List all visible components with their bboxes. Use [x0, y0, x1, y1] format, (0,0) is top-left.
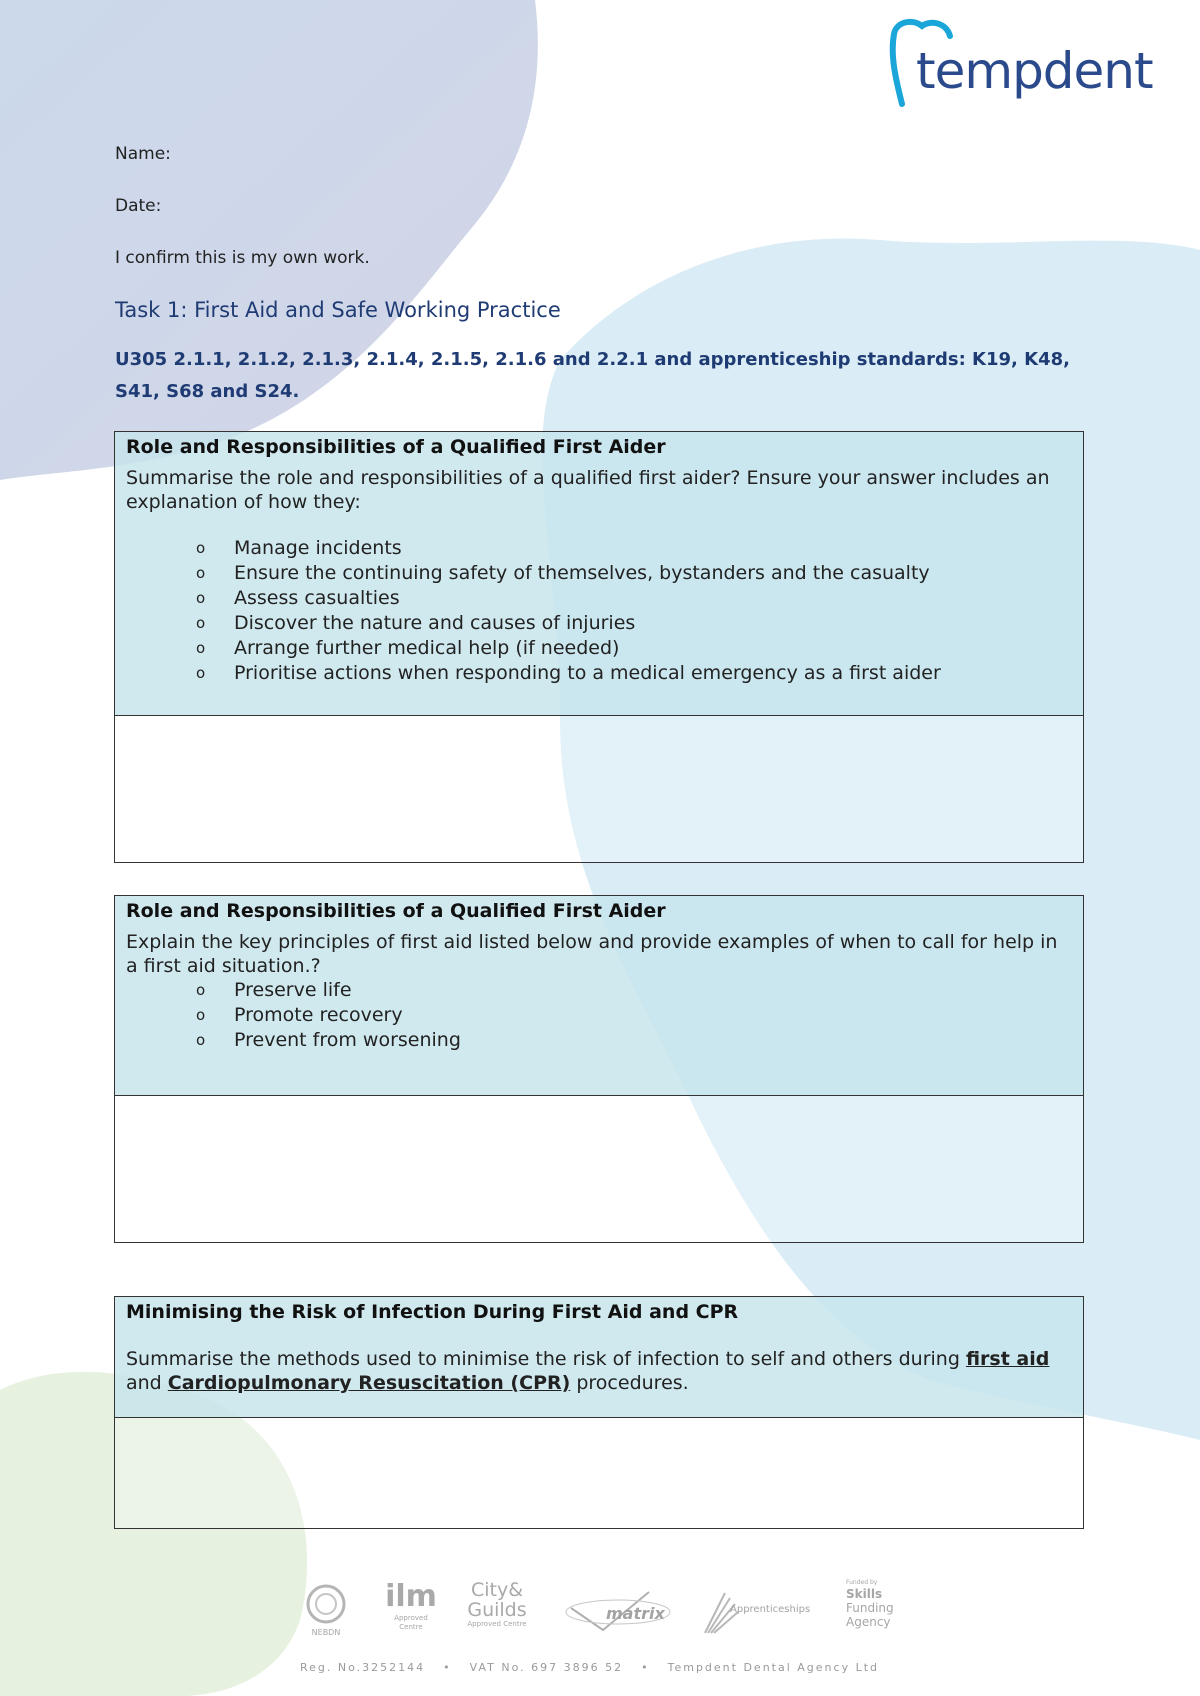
list-item: o Preserve life — [196, 979, 352, 1001]
answer-field-2[interactable] — [115, 1096, 1083, 1242]
first-aid-term: first aid — [965, 1348, 1050, 1370]
bullet-icon: o — [196, 589, 206, 607]
nebdn-logo: NEBDN — [300, 1584, 352, 1637]
bullet-list — [126, 536, 1073, 686]
city-guilds-logo: City& Guilds Approved Centre — [467, 1579, 527, 1628]
answer-field-3[interactable] — [115, 1418, 1083, 1528]
bullet-icon: o — [196, 539, 206, 557]
bullet-icon: o — [196, 639, 206, 657]
name-label: Name: — [115, 144, 171, 164]
bullet-icon: o — [196, 981, 206, 999]
question-header — [115, 1297, 1083, 1418]
separator: • — [443, 1661, 452, 1674]
question-card-1 — [114, 431, 1084, 863]
list-item: o Discover the nature and causes of injuries — [196, 612, 636, 634]
list-item: o Arrange further medical help (if needed) — [196, 637, 620, 659]
nebdn-crest-icon — [303, 1584, 349, 1624]
date-label: Date: — [115, 196, 162, 216]
confirm-statement: I confirm this is my own work. — [115, 248, 370, 268]
list-item: o Prevent from worsening — [196, 1029, 461, 1051]
bullet-icon: o — [196, 564, 206, 582]
question-header — [115, 432, 1083, 716]
bullet-icon: o — [196, 1006, 206, 1024]
accreditation-logos: NEBDN ilm Approved Centre City& Guilds Approved Centre matrix Apprenticeships Funded by Skills Funding Agency — [290, 1580, 930, 1650]
question-header — [115, 896, 1083, 1096]
standards-reference: U305 2.1.1, 2.1.2, 2.1.3, 2.1.4, 2.1.5, 2.1.6 and 2.2.1 and apprenticeship standards: K19, K48, S41, S68 and S24. — [115, 349, 1070, 402]
list-item: o Promote recovery — [196, 1004, 403, 1026]
skills-funding-agency-logo: Funded by Skills Funding Agency — [846, 1579, 894, 1629]
question-title: Minimising the Risk of Infection During First Aid and CPR — [126, 1301, 739, 1323]
question-prompt: Summarise the methods used to minimise the risk of infection to self and others during first aid and Cardiopulmonary Resuscitation (CPR) procedures. — [126, 1348, 1050, 1394]
separator: • — [641, 1661, 650, 1674]
list-item: o Manage incidents — [196, 537, 402, 559]
footer — [300, 1661, 879, 1674]
answer-field-1[interactable] — [115, 716, 1083, 862]
question-card-3 — [114, 1296, 1084, 1529]
question-card-2 — [114, 895, 1084, 1243]
tempdent-logo — [884, 16, 1184, 112]
question-prompt: Summarise the role and responsibilities of a qualified first aider? Ensure your answer includes an explanation of how they: — [126, 467, 1050, 513]
list-item: o Assess casualties — [196, 587, 400, 609]
bullet-icon: o — [196, 1031, 206, 1049]
list-item: o Prioritise actions when responding to a medical emergency as a first aider — [196, 662, 941, 684]
brand-name: tempdent — [916, 42, 1153, 100]
cpr-term: Cardiopulmonary Resuscitation (CPR) — [167, 1372, 571, 1394]
task-title: Task 1: First Aid and Safe Working Practice — [115, 298, 561, 322]
company-name: Tempdent Dental Agency Ltd — [667, 1661, 879, 1674]
bullet-icon: o — [196, 614, 206, 632]
matrix-logo: matrix — [562, 1590, 674, 1638]
registration-number: Reg. No.3252144 — [300, 1661, 426, 1674]
question-title: Role and Responsibilities of a Qualified First Aider — [126, 900, 666, 922]
ilm-logo: ilm Approved Centre — [385, 1579, 437, 1631]
vat-number: VAT No. 697 3896 52 — [469, 1661, 624, 1674]
question-title: Role and Responsibilities of a Qualified First Aider — [126, 436, 666, 458]
bullet-icon: o — [196, 664, 206, 682]
list-item: o Ensure the continuing safety of themselves, bystanders and the casualty — [196, 562, 930, 584]
bullet-list — [126, 978, 1073, 1053]
question-prompt: Explain the key principles of first aid listed below and provide examples of when to call for help in a first aid situation.? — [126, 931, 1058, 977]
